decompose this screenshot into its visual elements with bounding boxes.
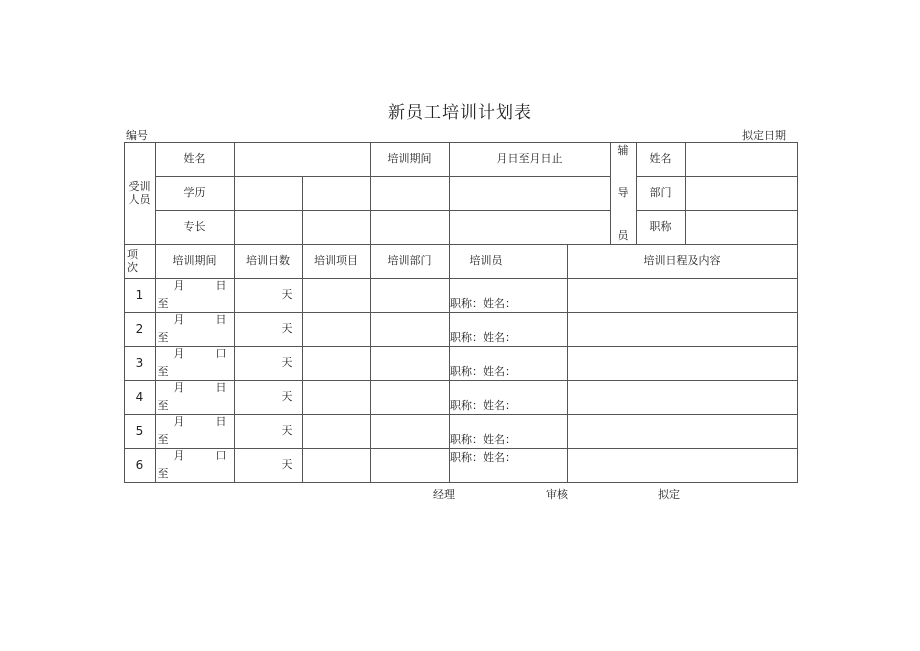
review-label: 审核 <box>546 488 568 501</box>
row-days-unit: 天 <box>281 356 293 370</box>
row-to: 至 <box>157 331 169 345</box>
schedule-header: 培训日程及内容 <box>643 254 721 268</box>
draft-date-label: 拟定日期 <box>742 129 786 142</box>
row-trainer-text: 职称：姓名： <box>450 399 516 413</box>
row-month: 月 <box>173 347 185 361</box>
trainer-header: 培训员 <box>469 254 503 268</box>
row-day: 口 <box>215 347 227 361</box>
row-month: 月 <box>173 313 185 327</box>
row-day: 日 <box>215 415 227 429</box>
row-month: 月 <box>173 279 185 293</box>
table-rule <box>370 142 371 483</box>
item-number-header-line2: 次 <box>127 261 138 274</box>
row-trainer-text: 职称：姓名： <box>450 365 516 379</box>
code-label: 编号 <box>126 129 148 142</box>
row-number: 3 <box>135 355 144 370</box>
row-to: 至 <box>157 433 169 447</box>
trainee-specialty-label: 专长 <box>183 220 206 234</box>
row-days-unit: 天 <box>281 458 293 472</box>
row-trainer-text: 职称：姓名： <box>450 331 516 345</box>
row-to: 至 <box>157 297 169 311</box>
trainee-name-label: 姓名 <box>183 152 206 166</box>
row-day: 日 <box>215 279 227 293</box>
trainee-group-label-line2: 人员 <box>128 193 151 206</box>
row-number: 2 <box>135 321 144 336</box>
mentor-group-label-char3: 员 <box>617 228 629 242</box>
row-month: 月 <box>173 415 185 429</box>
days-header: 培训日数 <box>246 254 290 268</box>
manager-label: 经理 <box>433 488 455 501</box>
table-rule <box>567 244 568 483</box>
project-header: 培训项目 <box>314 254 358 268</box>
table-rule <box>449 142 450 483</box>
table-rule <box>685 142 686 244</box>
mentor-name-label: 姓名 <box>649 152 672 166</box>
item-number-header <box>124 244 155 278</box>
row-number: 6 <box>135 457 144 472</box>
row-to: 至 <box>157 467 169 481</box>
page-title: 新员工培训计划表 <box>388 103 532 123</box>
table-border-right <box>797 142 798 483</box>
row-day: 口 <box>215 449 227 463</box>
row-month: 月 <box>173 381 185 395</box>
row-days-unit: 天 <box>281 322 293 336</box>
row-trainer-text: 职称：姓名： <box>450 433 516 447</box>
row-trainer-text: 职称：姓名： <box>450 451 516 465</box>
row-trainer-text: 职称：姓名： <box>450 297 516 311</box>
table-rule <box>302 176 303 483</box>
row-days-unit: 天 <box>281 390 293 404</box>
row-days-unit: 天 <box>281 424 293 438</box>
mentor-department-label: 部门 <box>649 186 672 200</box>
row-to: 至 <box>157 365 169 379</box>
row-day: 日 <box>215 381 227 395</box>
table-rule <box>234 142 235 483</box>
table-border-bottom <box>124 482 798 483</box>
trainee-education-label: 学历 <box>183 186 206 200</box>
row-number: 4 <box>135 389 144 404</box>
draft-label: 拟定 <box>658 488 680 501</box>
trainee-period-label: 培训期间 <box>387 152 432 166</box>
mentor-group-label <box>610 142 636 244</box>
row-day: 日 <box>215 313 227 327</box>
row-number: 5 <box>135 423 144 438</box>
row-number: 1 <box>135 287 144 302</box>
row-days-unit: 天 <box>281 288 293 302</box>
department-header: 培训部门 <box>387 254 432 268</box>
trainee-period-value: 月日至月日止 <box>496 152 563 166</box>
row-to: 至 <box>157 399 169 413</box>
trainee-group-label-line1: 受训 <box>128 179 151 193</box>
item-number-header-line1: 项 <box>127 247 138 261</box>
row-month: 月 <box>173 449 185 463</box>
trainee-group-label <box>124 142 155 244</box>
mentor-title-label: 职称 <box>649 220 672 234</box>
mentor-group-label-char2: 导 <box>617 186 629 200</box>
mentor-group-label-char1: 辅 <box>617 144 629 157</box>
period-header: 培训期间 <box>172 254 217 268</box>
